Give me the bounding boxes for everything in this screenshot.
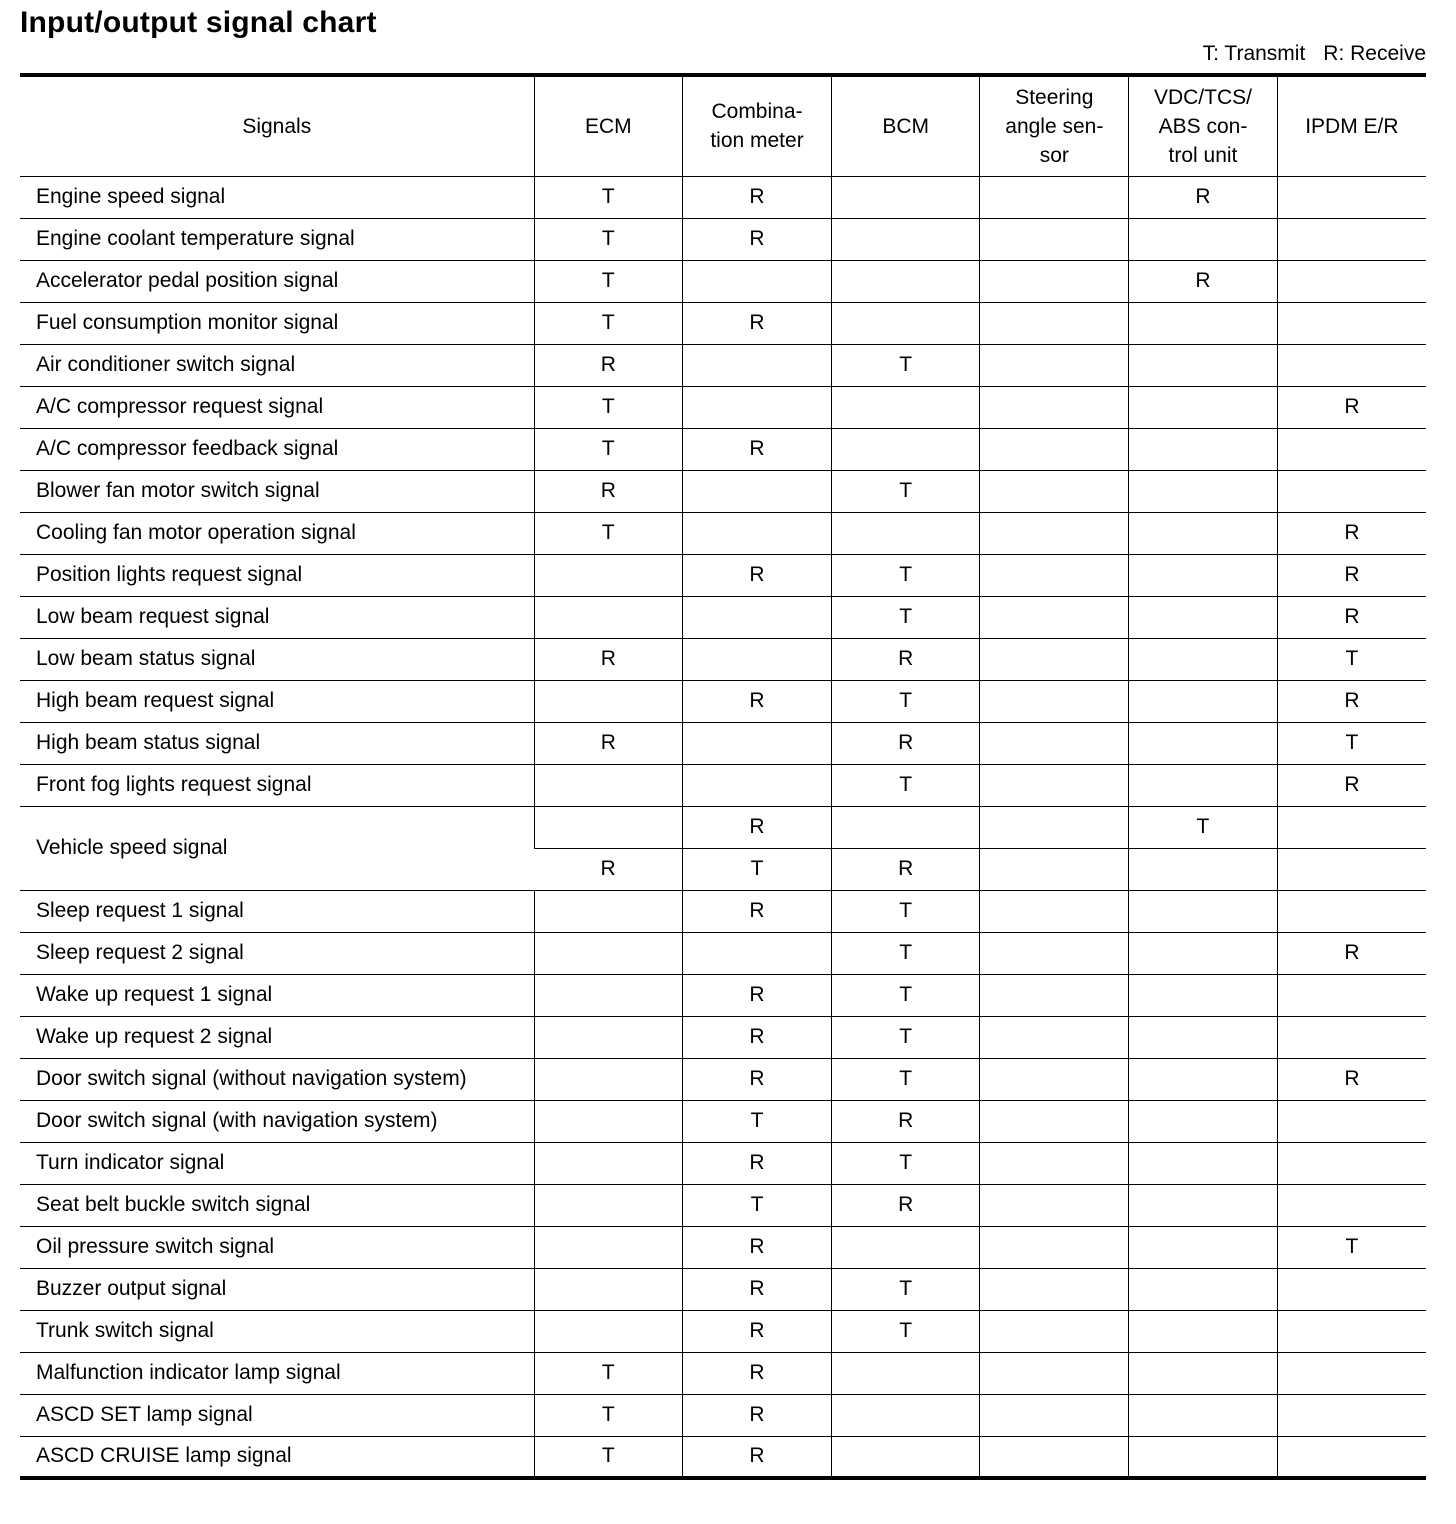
table-row	[20, 1310, 1426, 1352]
table-row	[20, 1058, 1426, 1100]
table-body	[20, 176, 1426, 1478]
signal-direction-cell	[683, 386, 832, 428]
signal-direction-cell	[1277, 428, 1426, 470]
table-row	[20, 680, 1426, 722]
signal-direction-cell	[980, 1058, 1129, 1100]
signal-direction-cell: T	[831, 470, 980, 512]
table-row	[20, 1100, 1426, 1142]
signal-direction-cell: T	[831, 890, 980, 932]
signal-direction-cell	[1277, 1184, 1426, 1226]
signal-direction-cell: T	[1129, 806, 1278, 848]
signal-direction-cell: R	[683, 554, 832, 596]
signal-direction-cell	[980, 218, 1129, 260]
signal-direction-cell	[534, 1310, 683, 1352]
signal-direction-cell	[980, 974, 1129, 1016]
table-row	[20, 764, 1426, 806]
signal-name-cell: Oil pressure switch signal	[20, 1226, 534, 1268]
signal-direction-cell: R	[683, 680, 832, 722]
signal-name-cell: Seat belt buckle switch signal	[20, 1184, 534, 1226]
signal-direction-cell	[534, 554, 683, 596]
signal-direction-cell	[1129, 1100, 1278, 1142]
signal-direction-cell	[831, 806, 980, 848]
signal-direction-cell	[1129, 218, 1278, 260]
signal-direction-cell	[980, 302, 1129, 344]
signal-direction-cell	[683, 512, 832, 554]
signal-direction-cell	[1277, 176, 1426, 218]
signal-name-cell: Wake up request 1 signal	[20, 974, 534, 1016]
signal-name-cell: Accelerator pedal position signal	[20, 260, 534, 302]
signal-direction-cell	[980, 1142, 1129, 1184]
signal-direction-cell	[1129, 344, 1278, 386]
signal-name-cell: ASCD CRUISE lamp signal	[20, 1436, 534, 1478]
signal-direction-cell	[534, 1226, 683, 1268]
signal-direction-cell	[1277, 1310, 1426, 1352]
signal-direction-cell	[1277, 260, 1426, 302]
signal-direction-cell: R	[1277, 512, 1426, 554]
signal-direction-cell	[980, 512, 1129, 554]
signal-direction-cell	[1129, 428, 1278, 470]
table-row	[20, 1436, 1426, 1478]
signal-direction-cell	[980, 848, 1129, 890]
signal-direction-cell	[1277, 806, 1426, 848]
table-row	[20, 890, 1426, 932]
signal-direction-cell	[1129, 848, 1278, 890]
table-row	[20, 1268, 1426, 1310]
signal-direction-cell: R	[1277, 932, 1426, 974]
signal-name-cell: Vehicle speed signal	[20, 806, 534, 890]
signal-direction-cell	[980, 1226, 1129, 1268]
table-row	[20, 302, 1426, 344]
signal-direction-cell	[831, 428, 980, 470]
signal-direction-cell	[980, 1184, 1129, 1226]
signal-direction-cell	[534, 1058, 683, 1100]
signal-direction-cell: T	[831, 680, 980, 722]
signal-direction-cell	[1129, 764, 1278, 806]
signal-name-cell: Low beam status signal	[20, 638, 534, 680]
signal-direction-cell	[534, 890, 683, 932]
signal-direction-cell	[980, 260, 1129, 302]
signal-direction-cell: R	[683, 1058, 832, 1100]
signal-direction-cell	[831, 1352, 980, 1394]
signal-direction-cell	[980, 344, 1129, 386]
signal-direction-cell	[1277, 1268, 1426, 1310]
signal-direction-cell	[831, 386, 980, 428]
signal-direction-cell	[1129, 512, 1278, 554]
table-row	[20, 344, 1426, 386]
signal-direction-cell	[980, 470, 1129, 512]
signal-direction-cell: R	[683, 1016, 832, 1058]
signal-name-cell: Malfunction indicator lamp signal	[20, 1352, 534, 1394]
signal-direction-cell: T	[831, 1142, 980, 1184]
signal-direction-cell	[831, 260, 980, 302]
signal-direction-cell	[534, 932, 683, 974]
signal-name-cell: High beam status signal	[20, 722, 534, 764]
signal-direction-cell	[831, 302, 980, 344]
signal-direction-cell: R	[534, 722, 683, 764]
signal-direction-cell	[534, 764, 683, 806]
signal-direction-cell: R	[683, 302, 832, 344]
table-row	[20, 1352, 1426, 1394]
signal-direction-cell: R	[683, 176, 832, 218]
table-row	[20, 932, 1426, 974]
signal-direction-cell	[980, 890, 1129, 932]
signal-direction-cell	[1277, 470, 1426, 512]
signal-name-cell: Sleep request 1 signal	[20, 890, 534, 932]
signal-direction-cell	[1129, 722, 1278, 764]
signal-name-cell: Position lights request signal	[20, 554, 534, 596]
signal-name-cell: ASCD SET lamp signal	[20, 1394, 534, 1436]
signal-direction-cell: R	[1277, 764, 1426, 806]
signal-direction-cell: T	[831, 344, 980, 386]
table-row	[20, 1016, 1426, 1058]
signal-name-cell: Blower fan motor switch signal	[20, 470, 534, 512]
table-row	[20, 512, 1426, 554]
legend	[1203, 42, 1426, 66]
signal-name-cell: A/C compressor feedback signal	[20, 428, 534, 470]
signal-direction-cell: T	[831, 596, 980, 638]
signal-direction-cell: T	[831, 1016, 980, 1058]
signal-direction-cell	[534, 806, 683, 848]
signal-direction-cell: T	[534, 260, 683, 302]
signal-direction-cell	[1129, 638, 1278, 680]
signal-direction-cell	[1277, 1016, 1426, 1058]
signal-direction-cell: T	[831, 1268, 980, 1310]
signal-direction-cell	[980, 596, 1129, 638]
signal-direction-cell	[1129, 1268, 1278, 1310]
table-row	[20, 260, 1426, 302]
table-row	[20, 1142, 1426, 1184]
table-row	[20, 428, 1426, 470]
signal-name-cell: Turn indicator signal	[20, 1142, 534, 1184]
signal-direction-cell: T	[683, 1184, 832, 1226]
signal-direction-cell	[1277, 1352, 1426, 1394]
signal-name-cell: High beam request signal	[20, 680, 534, 722]
signal-direction-cell	[1129, 596, 1278, 638]
signal-direction-cell: R	[534, 470, 683, 512]
header-ipdm-er: IPDM E/R	[1277, 75, 1426, 176]
signal-name-cell: Trunk switch signal	[20, 1310, 534, 1352]
table-row	[20, 638, 1426, 680]
signal-direction-cell: R	[683, 1268, 832, 1310]
signal-name-cell: Wake up request 2 signal	[20, 1016, 534, 1058]
signal-name-cell: Sleep request 2 signal	[20, 932, 534, 974]
signal-direction-cell	[683, 764, 832, 806]
header-bcm: BCM	[831, 75, 980, 176]
signal-direction-cell	[980, 680, 1129, 722]
signal-direction-cell	[683, 344, 832, 386]
signal-direction-cell	[1129, 1016, 1278, 1058]
table-row	[20, 176, 1426, 218]
signal-direction-cell: R	[683, 218, 832, 260]
signal-direction-cell	[1129, 1352, 1278, 1394]
signal-direction-cell	[1129, 554, 1278, 596]
header-ecm: ECM	[534, 75, 683, 176]
signal-direction-cell: T	[1277, 638, 1426, 680]
signal-direction-cell: T	[534, 176, 683, 218]
signal-direction-cell	[534, 680, 683, 722]
signal-direction-cell: T	[831, 1058, 980, 1100]
signal-direction-cell	[1277, 974, 1426, 1016]
signal-direction-cell	[1129, 1436, 1278, 1478]
signal-direction-cell	[980, 638, 1129, 680]
signal-direction-cell	[1129, 1394, 1278, 1436]
signal-direction-cell: R	[683, 428, 832, 470]
signal-direction-cell	[1129, 680, 1278, 722]
signal-direction-cell	[980, 1310, 1129, 1352]
header-vdc-tcs-abs-control-unit: VDC/TCS/ ABS con- trol unit	[1129, 75, 1278, 176]
table-row	[20, 1394, 1426, 1436]
signal-direction-cell: R	[534, 848, 683, 890]
signal-direction-cell	[1129, 386, 1278, 428]
signal-direction-cell	[683, 638, 832, 680]
signal-direction-cell	[534, 974, 683, 1016]
signal-direction-cell: T	[683, 848, 832, 890]
legend-receive: R: Receive	[1323, 42, 1426, 65]
signal-direction-cell	[1129, 1310, 1278, 1352]
signal-direction-cell	[980, 932, 1129, 974]
signal-direction-cell: R	[831, 722, 980, 764]
signal-direction-cell	[831, 176, 980, 218]
signal-direction-cell	[534, 1142, 683, 1184]
signal-direction-cell: T	[534, 218, 683, 260]
signal-direction-cell	[1129, 890, 1278, 932]
signal-direction-cell	[683, 470, 832, 512]
signal-direction-cell	[1277, 1394, 1426, 1436]
signal-direction-cell: T	[534, 1436, 683, 1478]
signal-name-cell: Front fog lights request signal	[20, 764, 534, 806]
signal-direction-cell	[683, 596, 832, 638]
table-row	[20, 1226, 1426, 1268]
table-row	[20, 386, 1426, 428]
signal-direction-cell	[980, 806, 1129, 848]
signal-name-cell: Fuel consumption monitor signal	[20, 302, 534, 344]
signal-direction-cell: R	[683, 806, 832, 848]
signal-direction-cell	[1129, 302, 1278, 344]
table-row	[20, 1184, 1426, 1226]
signal-direction-cell: T	[831, 1310, 980, 1352]
signal-name-cell: A/C compressor request signal	[20, 386, 534, 428]
signal-direction-cell	[534, 1184, 683, 1226]
signal-direction-cell	[683, 722, 832, 764]
signal-direction-cell	[1129, 1058, 1278, 1100]
signal-direction-cell	[980, 1268, 1129, 1310]
signal-direction-cell: R	[683, 1436, 832, 1478]
table-row	[20, 806, 1426, 848]
table-row	[20, 722, 1426, 764]
signal-direction-cell	[534, 1100, 683, 1142]
signal-direction-cell	[980, 1100, 1129, 1142]
signal-name-cell: Low beam request signal	[20, 596, 534, 638]
table-row	[20, 470, 1426, 512]
header-row	[20, 75, 1426, 176]
signal-direction-cell	[1277, 1100, 1426, 1142]
signal-name-cell: Cooling fan motor operation signal	[20, 512, 534, 554]
signal-direction-cell	[980, 386, 1129, 428]
signal-direction-cell	[980, 1352, 1129, 1394]
signal-direction-cell	[831, 1436, 980, 1478]
header-signals: Signals	[20, 75, 534, 176]
signal-direction-cell	[980, 176, 1129, 218]
signal-direction-cell: R	[1277, 554, 1426, 596]
table-row	[20, 218, 1426, 260]
signal-direction-cell	[1277, 848, 1426, 890]
signal-name-cell: Air conditioner switch signal	[20, 344, 534, 386]
signal-direction-cell	[1129, 1226, 1278, 1268]
signal-direction-cell: T	[534, 428, 683, 470]
signal-direction-cell: T	[831, 764, 980, 806]
page-title: Input/output signal chart	[20, 6, 377, 39]
signal-chart-table	[20, 73, 1426, 1480]
signal-direction-cell	[1277, 218, 1426, 260]
table-row	[20, 974, 1426, 1016]
table-row	[20, 596, 1426, 638]
signal-direction-cell	[831, 1226, 980, 1268]
signal-name-cell: Door switch signal (without navigation system)	[20, 1058, 534, 1100]
signal-direction-cell	[1129, 932, 1278, 974]
signal-direction-cell: R	[683, 1226, 832, 1268]
signal-direction-cell: T	[1277, 722, 1426, 764]
signal-direction-cell: T	[534, 302, 683, 344]
signal-direction-cell: T	[831, 554, 980, 596]
signal-direction-cell	[534, 1016, 683, 1058]
signal-direction-cell	[831, 218, 980, 260]
signal-direction-cell	[1277, 1142, 1426, 1184]
signal-direction-cell	[1129, 470, 1278, 512]
table-row	[20, 554, 1426, 596]
signal-direction-cell: R	[831, 638, 980, 680]
legend-transmit: T: Transmit	[1202, 42, 1306, 65]
signal-direction-cell	[534, 596, 683, 638]
signal-direction-cell	[831, 512, 980, 554]
signal-direction-cell	[534, 1268, 683, 1310]
signal-direction-cell	[980, 1394, 1129, 1436]
signal-direction-cell: R	[683, 974, 832, 1016]
signal-name-cell: Door switch signal (with navigation system)	[20, 1100, 534, 1142]
signal-direction-cell	[1277, 344, 1426, 386]
signal-name-cell: Buzzer output signal	[20, 1268, 534, 1310]
signal-direction-cell: R	[534, 344, 683, 386]
header-combination-meter: Combina- tion meter	[683, 75, 832, 176]
signal-direction-cell: R	[534, 638, 683, 680]
signal-direction-cell: R	[683, 1394, 832, 1436]
signal-direction-cell	[1277, 890, 1426, 932]
signal-direction-cell: R	[1129, 260, 1278, 302]
header-steering-angle-sensor: Steering angle sen- sor	[980, 75, 1129, 176]
signal-direction-cell: T	[683, 1100, 832, 1142]
signal-direction-cell: T	[534, 1394, 683, 1436]
signal-direction-cell: R	[831, 1100, 980, 1142]
signal-direction-cell	[980, 764, 1129, 806]
signal-direction-cell	[1277, 1436, 1426, 1478]
signal-direction-cell	[980, 1016, 1129, 1058]
signal-direction-cell: T	[1277, 1226, 1426, 1268]
signal-direction-cell	[1129, 974, 1278, 1016]
signal-direction-cell: R	[1277, 680, 1426, 722]
signal-direction-cell: R	[683, 1352, 832, 1394]
signal-direction-cell: R	[1277, 386, 1426, 428]
signal-direction-cell: T	[534, 1352, 683, 1394]
signal-name-cell: Engine speed signal	[20, 176, 534, 218]
signal-direction-cell: R	[683, 1310, 832, 1352]
signal-direction-cell	[980, 554, 1129, 596]
signal-name-cell: Engine coolant temperature signal	[20, 218, 534, 260]
signal-direction-cell	[980, 1436, 1129, 1478]
signal-direction-cell: T	[534, 512, 683, 554]
signal-direction-cell	[980, 722, 1129, 764]
signal-direction-cell: T	[534, 386, 683, 428]
signal-direction-cell: R	[683, 1142, 832, 1184]
signal-direction-cell: R	[831, 848, 980, 890]
signal-direction-cell: R	[683, 890, 832, 932]
signal-direction-cell	[1129, 1184, 1278, 1226]
signal-direction-cell: R	[1129, 176, 1278, 218]
signal-direction-cell: T	[831, 932, 980, 974]
signal-direction-cell	[831, 1394, 980, 1436]
signal-direction-cell	[683, 932, 832, 974]
signal-direction-cell: R	[1277, 1058, 1426, 1100]
signal-direction-cell: R	[831, 1184, 980, 1226]
signal-direction-cell: R	[1277, 596, 1426, 638]
signal-direction-cell	[683, 260, 832, 302]
signal-direction-cell	[1129, 1142, 1278, 1184]
signal-direction-cell: T	[831, 974, 980, 1016]
signal-direction-cell	[1277, 302, 1426, 344]
signal-direction-cell	[980, 428, 1129, 470]
